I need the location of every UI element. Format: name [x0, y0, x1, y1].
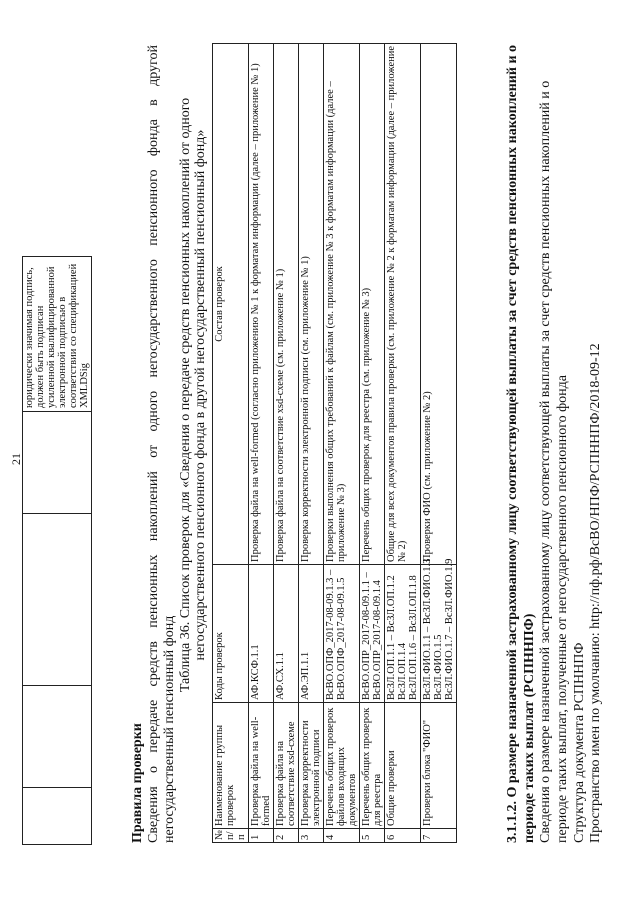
code-line: АФ.КСФ.1.1	[250, 644, 262, 700]
code-line: ВсВО.ОПР_2017-08-09.1.1 –	[361, 572, 373, 700]
table-row	[249, 44, 274, 843]
checks-table	[212, 43, 457, 843]
continued-table-row	[23, 257, 92, 845]
row-number: 7	[421, 829, 457, 843]
row-number: 1	[249, 829, 274, 843]
row-codes	[360, 565, 385, 703]
continued-table-text: юридически значимая подпись, должен быть подписан усиленной квалифицированной электронной подписью в соответствии со спецификацией XMLDSig	[23, 257, 92, 412]
table-caption: Таблица 36. Список проверок для «Сведения о передаче средств пенсионных накоплений от одного негосударственного пенсионного фонда в другой негосударственный пенсионный фонд»	[178, 97, 209, 693]
row-content: Перечень общих проверок для реестра (см. приложение № 3)	[360, 44, 385, 565]
row-group-name: Проверка корректности электронной подписи	[299, 703, 324, 829]
table-row	[299, 44, 324, 843]
row-group-name: Проверка файла на соответствие xsd-схеме	[274, 703, 299, 829]
row-content: Проверка корректности электронной подписи (см. приложение № 1)	[299, 44, 324, 565]
row-content: Проверки ФИО (см. приложение № 2)	[421, 44, 457, 565]
continued-table-cell	[23, 788, 92, 845]
row-content: Проверка файла на соответствие xsd-схеме (см. приложение № 1)	[274, 44, 299, 565]
code-line: ВсЗЛ.ФИО.1.7 – ВсЗЛ.ФИО.1.9	[444, 558, 456, 700]
code-line: АФ.СХ.1.1	[275, 652, 287, 700]
header-content: Состав проверок	[213, 44, 249, 565]
header-number: № п/п	[213, 829, 249, 843]
row-content: Проверки выполнения общих требований к файлам (см. приложение № 3 к форматам информации (далее – приложение № 3)	[324, 44, 360, 565]
section-line: Структура документа РСПННПФ	[571, 642, 587, 843]
row-codes	[324, 565, 360, 703]
intro-paragraph: Сведения о передаче средств пенсионных накоплений от одного негосударственного пенсионного фонда в другой негосударственный пенсионный фонд	[146, 45, 178, 843]
code-line: ВсЗЛ.ОП.1.1 – ВсЗЛ.ОП.1.2	[386, 575, 398, 700]
table-row	[274, 44, 299, 843]
row-number: 3	[299, 829, 324, 843]
section-body	[538, 33, 605, 843]
checks-table-header-row	[213, 44, 249, 843]
section-heading: 3.1.1.2. О размере назначенной застрахованному лицу соответствующей выплаты за счет средств пенсионных накоплений и о периоде таких выплат (РСПННПФ)	[505, 44, 537, 843]
row-number: 2	[274, 829, 299, 843]
row-group-name: Проверки блока "ФИО"	[421, 703, 457, 829]
row-codes	[385, 565, 421, 703]
row-group-name: Общие проверки	[385, 703, 421, 829]
row-group-name: Перечень общих проверок файлов входящих документов	[324, 703, 360, 829]
header-codes: Коды проверок	[213, 565, 249, 703]
table-row	[360, 44, 385, 843]
section-line: Пространство имен по умолчанию: http://пф.рф/ВсВО/НПФ/РСПННПФ/2018-09-12	[588, 343, 604, 843]
rules-heading: Правила проверки	[130, 723, 145, 843]
row-codes	[274, 565, 299, 703]
code-line: ВсВО.ОПФ_2017-08-09.1.3 –	[325, 569, 337, 700]
row-number: 6	[385, 829, 421, 843]
code-line: ВсЗЛ.ОП.1.6 – ВсЗЛ.ОП.1.8	[408, 575, 420, 700]
row-content: Проверка файла на well-formed (согласно приложению № 1 к форматам информации (далее – приложение № 1)	[249, 44, 274, 565]
code-line: ВсЗЛ.ОП.1.4	[397, 642, 409, 700]
table-row	[421, 44, 457, 843]
continued-table-cell	[23, 514, 92, 686]
row-group-name: Перечень общих проверок для реестра	[360, 703, 385, 829]
code-line: ВсЗЛ.ФИО.1.1 – ВсЗЛ.ФИО.1.3	[422, 558, 434, 700]
table-row	[385, 44, 421, 843]
header-group-name: Наименование группы проверок	[213, 703, 249, 829]
continued-table-cell	[23, 686, 92, 788]
code-line: ВсВО.ОПР_2017-08-09.1.4	[372, 580, 384, 700]
row-codes	[249, 565, 274, 703]
row-number: 5	[360, 829, 385, 843]
row-number: 4	[324, 829, 360, 843]
row-codes	[299, 565, 324, 703]
code-line: ВсВО.ОПФ_2017-08-09.1.5	[336, 577, 348, 700]
continued-table-cell	[23, 412, 92, 514]
code-line: АФ.ЭП.1.1	[300, 651, 312, 700]
page-number: 21	[9, 453, 23, 465]
code-line: ВсЗЛ.ФИО.1.5	[433, 634, 445, 700]
continued-table	[22, 256, 92, 845]
row-content: Общие для всех документов правила проверки (см. приложение № 2 к форматам информации (далее – приложение № 2)	[385, 44, 421, 565]
row-group-name: Проверка файла на well-formed	[249, 703, 274, 829]
table-row	[324, 44, 360, 843]
section-line: Сведения о размере назначенной застрахованному лицу соответствующей выплаты за счет средств пенсионных накоплений и о периоде таких выплат, полученные от негосударственного пенсионного фонда	[538, 80, 570, 843]
row-codes	[421, 558, 457, 703]
